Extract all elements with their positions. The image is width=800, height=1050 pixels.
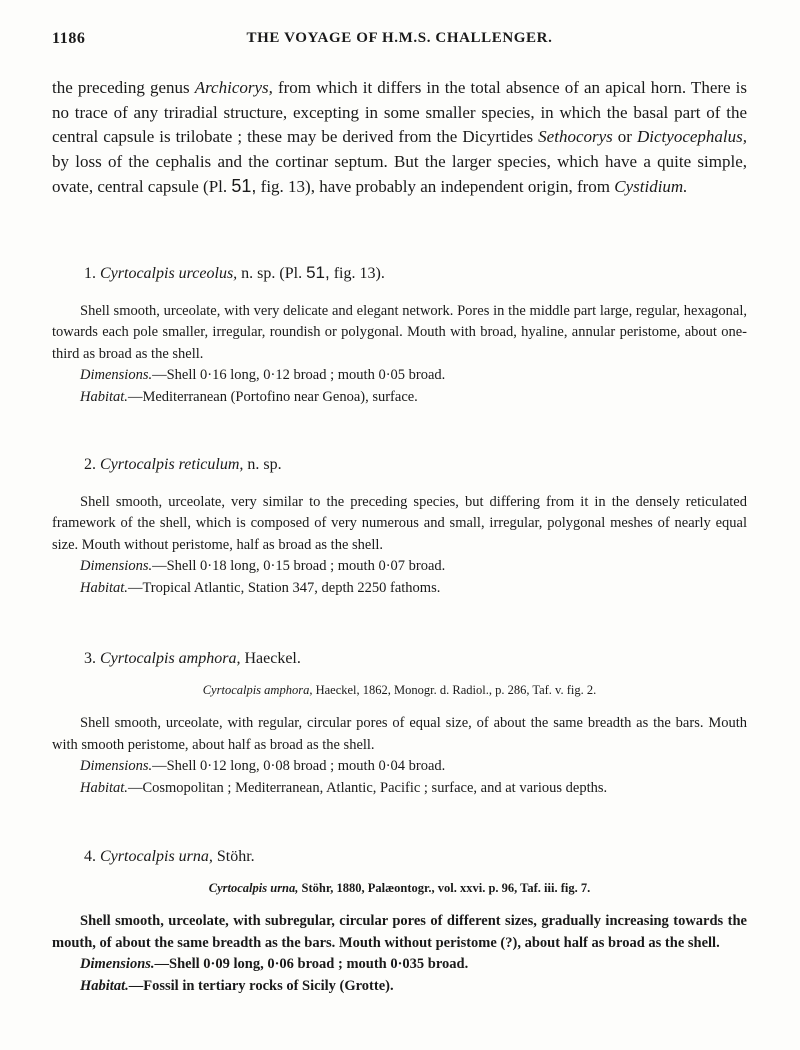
dimensions-label: Dimensions. — [80, 367, 153, 383]
species-heading — [84, 454, 747, 476]
species-author: Stöhr. — [212, 848, 255, 865]
species-name: Cyrtocalpis urna, — [100, 848, 213, 865]
species-entry — [52, 454, 747, 599]
species-author: n. sp. (Pl. — [237, 265, 307, 282]
species-number: 2. — [84, 456, 96, 473]
species-author: n. sp. — [243, 456, 282, 473]
habitat-text: —Cosmopolitan ; Mediterranean, Atlantic, Pacific ; surface, and at various depths. — [127, 779, 608, 796]
species-name: Cyrtocalpis reticulum, — [100, 456, 244, 473]
species-number: 4. — [84, 848, 96, 865]
intro-text: or — [612, 127, 637, 146]
habitat-label: Habitat. — [80, 779, 128, 796]
page — [52, 30, 747, 994]
dimensions-label: Dimensions. — [80, 558, 153, 574]
citation — [52, 680, 747, 702]
species-entry — [52, 262, 747, 408]
species-entry — [52, 846, 747, 997]
species-heading — [84, 846, 747, 868]
genus-name: Archicorys, — [194, 78, 273, 97]
citation-name: Cyrtocalpis urna, — [208, 880, 299, 895]
genus-name: Cystidium. — [614, 177, 688, 196]
habitat-text: —Mediterranean (Portofino near Genoa), surface. — [127, 388, 418, 405]
habitat-line — [80, 976, 747, 998]
genus-name: Sethocorys — [538, 127, 613, 146]
dimensions-line — [80, 954, 747, 976]
dimensions-label: Dimensions. — [80, 758, 153, 774]
citation-name: Cyrtocalpis amphora, — [202, 682, 313, 697]
habitat-text: —Tropical Atlantic, Station 347, depth 2250 fathoms. — [127, 579, 441, 596]
running-title: THE VOYAGE OF H.M.S. CHALLENGER. — [246, 30, 553, 46]
citation-text: Stöhr, 1880, Palæontogr., vol. xxvi. p. 96, Taf. iii. fig. 7. — [298, 880, 591, 895]
species-entry — [52, 648, 747, 799]
intro-text: by loss of the cephalis and the cortinar septum. But the larger species, which have a quite simple, ovate, central capsule (Pl. — [52, 151, 747, 196]
citation — [52, 878, 747, 900]
plate-number: 51, — [306, 263, 330, 282]
dimensions-line — [80, 365, 747, 387]
species-name: Cyrtocalpis urceolus, — [100, 265, 238, 282]
genus-name: Dictyocephalus, — [637, 127, 747, 146]
running-header — [52, 30, 747, 56]
intro-paragraph — [52, 76, 747, 200]
page-number: 1186 — [52, 30, 86, 47]
intro-text: the preceding genus — [52, 78, 195, 97]
dimensions-text: —Shell 0·12 long, 0·08 broad ; mouth 0·04 broad. — [152, 758, 446, 774]
habitat-label: Habitat. — [80, 977, 129, 994]
species-number: 3. — [84, 650, 96, 667]
dimensions-line — [80, 756, 747, 778]
species-figure: fig. 13). — [329, 265, 385, 282]
habitat-label: Habitat. — [80, 388, 128, 405]
species-author: Haeckel. — [240, 650, 301, 667]
species-name: Cyrtocalpis amphora, — [100, 650, 241, 667]
dimensions-label: Dimensions. — [80, 956, 155, 972]
species-heading — [84, 262, 747, 285]
plate-number: 51, — [231, 176, 257, 196]
habitat-text: —Fossil in tertiary rocks of Sicily (Grotte). — [128, 977, 394, 994]
intro-text: fig. 13), have probably an independent origin, from — [256, 177, 615, 196]
species-description: Shell smooth, urceolate, with very delicate and elegant network. Pores in the middle part large, regular, hexagonal, towards each pole smaller, irregular, roundish or polygonal. Mouth with broad, hyaline, annular peristome, about one-third as broad as the shell. — [52, 302, 747, 362]
dimensions-line — [80, 556, 747, 578]
habitat-line — [80, 387, 747, 409]
species-number: 1. — [84, 265, 96, 282]
species-description: Shell smooth, urceolate, with subregular, circular pores of different sizes, gradually increasing towards the mouth, of about the same breadth as the bars. Mouth without peristome (?), about half as broad as the shell. — [52, 913, 747, 951]
species-description: Shell smooth, urceolate, very similar to the preceding species, but differing from it in the densely reticulated framework of the shell, which is composed of very numerous and small, irregular, polygonal meshes of nearly equal size. Mouth without peristome, half as broad as the shell. — [52, 493, 747, 553]
species-description: Shell smooth, urceolate, with regular, circular pores of equal size, of about the same breadth as the bars. Mouth with smooth peristome, about half as broad as the shell. — [52, 715, 747, 753]
dimensions-text: —Shell 0·16 long, 0·12 broad ; mouth 0·05 broad. — [152, 367, 446, 383]
habitat-label: Habitat. — [80, 579, 128, 596]
habitat-line — [80, 778, 747, 800]
species-heading — [84, 648, 747, 670]
citation-text: Haeckel, 1862, Monogr. d. Radiol., p. 286, Taf. v. fig. 2. — [312, 682, 597, 697]
intro-text: from which it differs in the total absence of an apical horn. There is no trace of any triradial structure, excepting in some smaller species, in which the basal part of the central capsule is trilobate ; these may be derived from the Dicyrtides — [52, 78, 747, 146]
habitat-line — [80, 578, 747, 600]
dimensions-text: —Shell 0·09 long, 0·06 broad ; mouth 0·035 broad. — [154, 956, 469, 972]
dimensions-text: —Shell 0·18 long, 0·15 broad ; mouth 0·07 broad. — [152, 558, 446, 574]
